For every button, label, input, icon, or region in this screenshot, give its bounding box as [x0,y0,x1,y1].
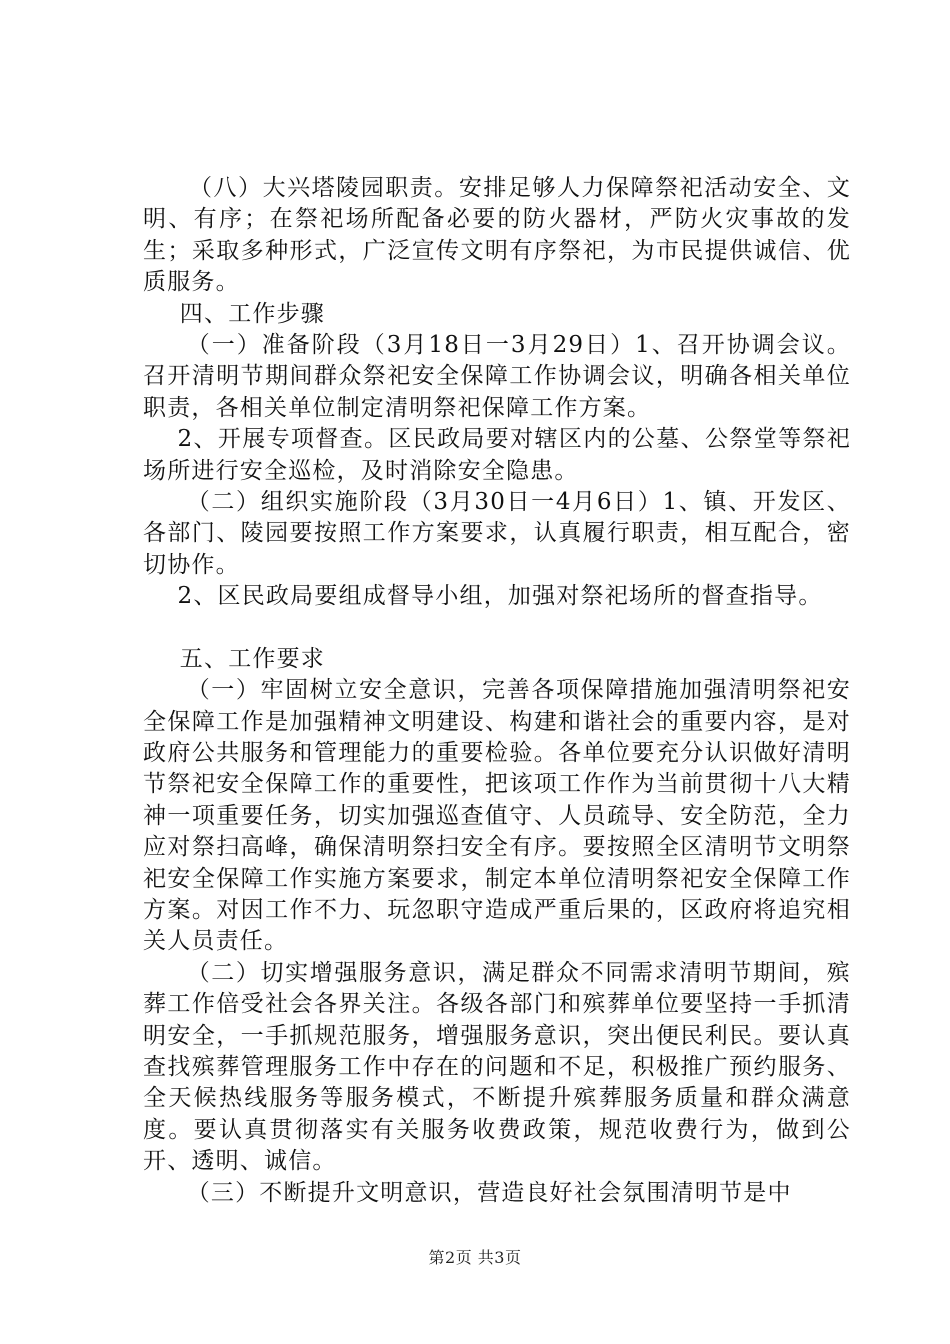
paragraph-service-awareness: （二）切实增强服务意识，满足群众不同需求清明节期间，殡葬工作倍受社会各界关注。各级各部门和殡葬单位要坚持一手抓清明安全，一手抓规范服务，增强服务意识，突出便民利民。要认真查找殡葬管理服务工作中存在的问题和不足，积极推广预约服务、全天候热线服务等服务模式，不断提升殡葬服务质量和群众满意度。要认真贯彻落实有关服务收费政策，规范收费行为，做到公开、透明、诚信。 [143,959,851,1175]
paragraph-supervision-group: 2、区民政局要组成督导小组，加强对祭祀场所的督查指导。 [177,583,823,610]
section-heading-work-requirements: 五、工作要求 [179,645,325,672]
paragraph-safety-awareness: （一）牢固树立安全意识，完善各项保障措施加强清明祭祀安全保障工作是加强精神文明建设、构建和谐社会的重要内容，是对政府公共服务和管理能力的重要检验。各单位要充分认识做好清明节祭祀安全保障工作的重要性，把该项工作作为当前贯彻十八大精神一项重要任务，切实加强巡查值守、人员疏导、安全防范，全力应对祭扫高峰，确保清明祭扫安全有序。要按照全区清明节文明祭祀安全保障工作实施方案要求，制定本单位清明祭祀安全保障工作方案。对因工作不力、玩忽职守造成严重后果的，区政府将追究相关人员责任。 [143,677,851,955]
document-body [143,173,851,1209]
paragraph-implementation-stage: （二）组织实施阶段（3月30日一4月6日）1、镇、开发区、各部门、陵园要按照工作方案要求，认真履行职责，相互配合，密切协作。 [143,489,851,578]
page-number-footer: 第2页 共3页 [428,1248,522,1267]
paragraph-preparation-stage: （一）准备阶段（3月18日一3月29日）1、召开协调会议。召开清明节期间群众祭祀安全保障工作协调会议，明确各相关单位职责，各相关单位制定清明祭祀保障工作方案。 [143,332,851,421]
paragraph-daxingta-duties: （八）大兴塔陵园职责。安排足够人力保障祭祀活动安全、文明、有序；在祭祀场所配备必要的防火器材，严防火灾事故的发生；采取多种形式，广泛宣传文明有序祭祀，为市民提供诚信、优质服务。 [143,175,851,296]
paragraph-civility-awareness: （三）不断提升文明意识，营造良好社会氛围清明节是中 [186,1179,792,1206]
section-heading-work-steps: 四、工作步骤 [179,300,325,327]
paragraph-special-inspection: 2、开展专项督查。区民政局要对辖区内的公墓、公祭堂等祭祀场所进行安全巡检，及时消除安全隐患。 [143,426,851,484]
